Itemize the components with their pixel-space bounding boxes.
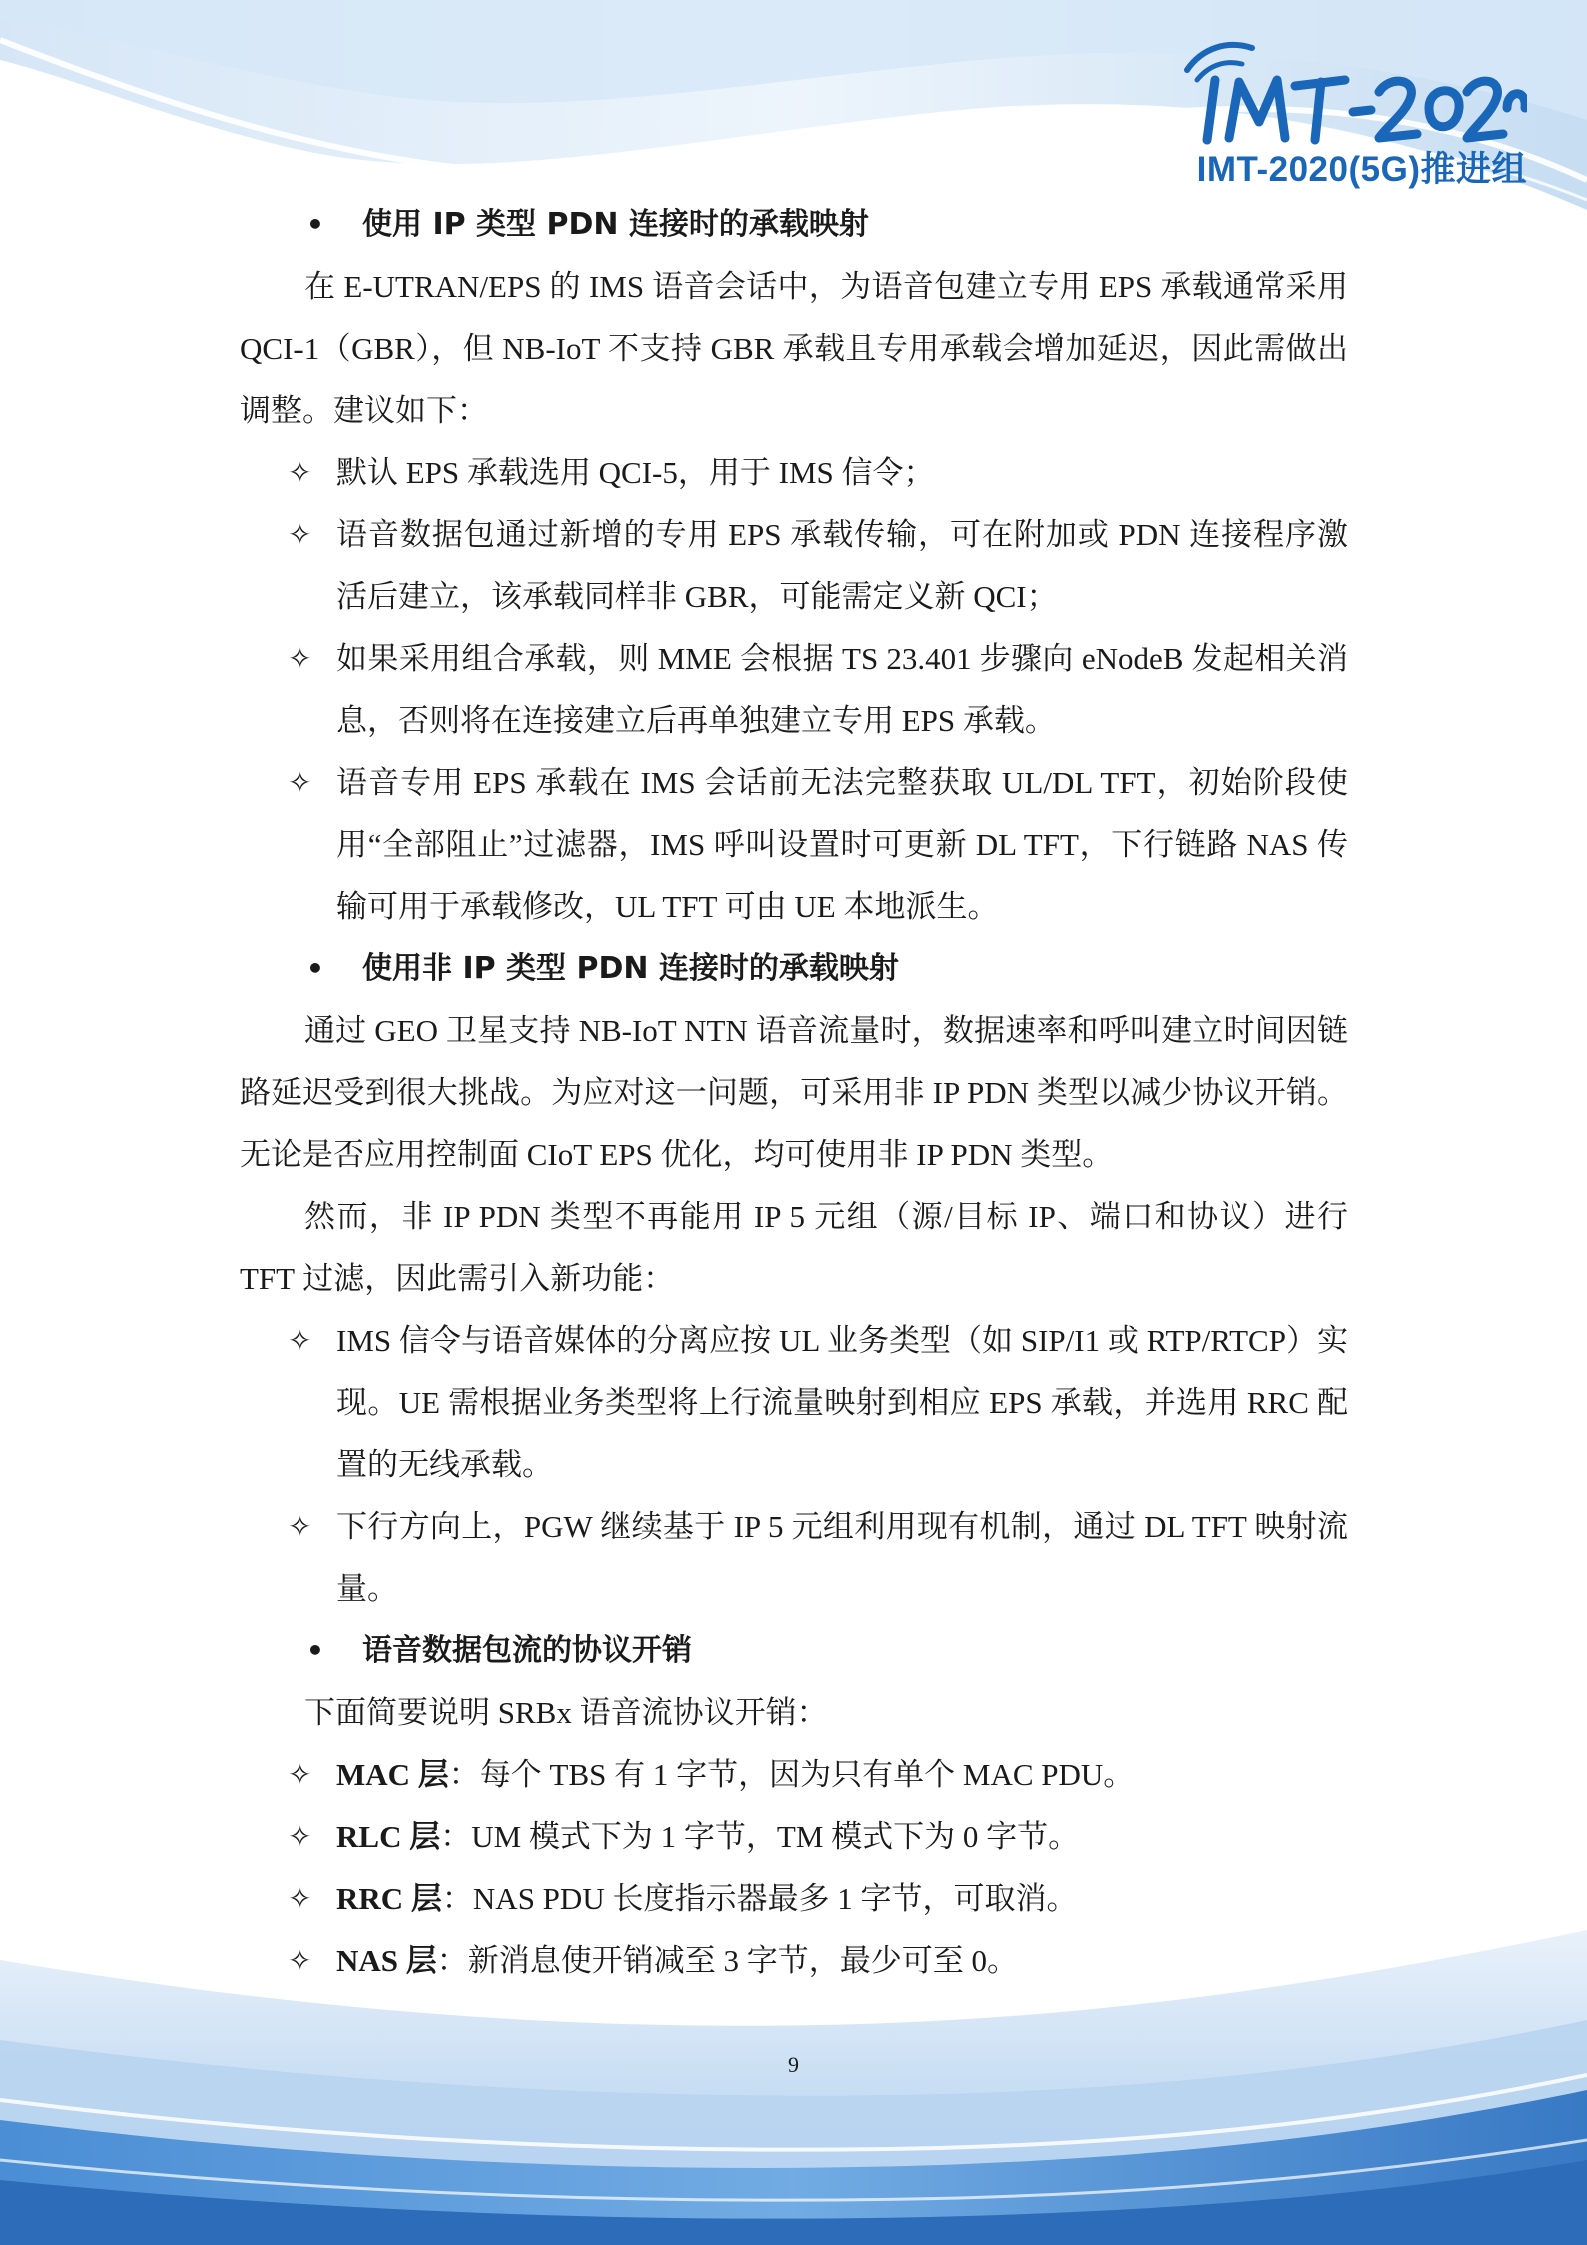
bullet-dot-icon: • (306, 952, 324, 985)
four-point-star-icon: ✧ (288, 1882, 312, 1915)
list-item: ✧ 语音专用 EPS 承载在 IMS 会话前无法完整获取 UL/DL TFT，初始阶段使用“全部阻止”过滤器，IMS 呼叫设置时可更新 DL TFT，下行链路 NAS 传输可用于承载修改，UL TFT 可由 UE 本地派生。 (240, 752, 1348, 938)
list-item: ✧ MAC 层：每个 TBS 有 1 字节，因为只有单个 MAC PDU。 (240, 1744, 1348, 1806)
list-item: ✧ IMS 信令与语音媒体的分离应按 UL 业务类型（如 SIP/I1 或 RTP/RTCP）实现。UE 需根据业务类型将上行流量映射到相应 EPS 承载，并选用 RRC 配置的无线承载。 (240, 1310, 1348, 1496)
four-point-star-icon: ✧ (288, 1820, 312, 1853)
four-point-star-icon: ✧ (288, 518, 312, 551)
list-item: ✧ 下行方向上，PGW 继续基于 IP 5 元组利用现有机制，通过 DL TFT 映射流量。 (240, 1496, 1348, 1620)
imt2020-logo-mark (1167, 30, 1527, 150)
bullet-dot-icon: • (306, 208, 324, 241)
list-item: ✧ RLC 层：UM 模式下为 1 字节，TM 模式下为 0 字节。 (240, 1806, 1348, 1868)
layer-name: MAC 层 (336, 1757, 449, 1792)
paragraph: 在 E-UTRAN/EPS 的 IMS 语音会话中，为语音包建立专用 EPS 承载通常采用 QCI-1（GBR），但 NB-IoT 不支持 GBR 承载且专用承载会增加延迟，因此需做出调整。建议如下： (240, 269, 1348, 428)
four-point-star-icon: ✧ (288, 456, 312, 489)
document-body (240, 194, 1348, 1992)
section-heading: • 使用非 IP 类型 PDN 连接时的承载映射 (240, 938, 1348, 1000)
four-point-star-icon: ✧ (288, 642, 312, 675)
section-heading: • 语音数据包流的协议开销 (240, 1620, 1348, 1682)
section-heading: • 使用 IP 类型 PDN 连接时的承载映射 (240, 194, 1348, 256)
list-item: ✧ 如果采用组合承载，则 MME 会根据 TS 23.401 步骤向 eNodeB 发起相关消息，否则将在连接建立后再单独建立专用 EPS 承载。 (240, 628, 1348, 752)
wifi-waves-icon (1187, 45, 1252, 80)
four-point-star-icon: ✧ (288, 766, 312, 799)
four-point-star-icon: ✧ (288, 1944, 312, 1977)
list-item: ✧ 语音数据包通过新增的专用 EPS 承载传输，可在附加或 PDN 连接程序激活后建立，该承载同样非 GBR，可能需定义新 QCI； (240, 504, 1348, 628)
paragraph: 通过 GEO 卫星支持 NB-IoT NTN 语音流量时，数据速率和呼叫建立时间因链路延迟受到很大挑战。为应对这一问题，可采用非 IP PDN 类型以减少协议开销。无论是否应用控制面 CIoT EPS 优化，均可使用非 IP PDN 类型。 (240, 1013, 1348, 1172)
list-item: ✧ 默认 EPS 承载选用 QCI-5，用于 IMS 信令； (240, 442, 1348, 504)
layer-name: RRC 层 (336, 1881, 442, 1916)
layer-name: RLC 层 (336, 1819, 441, 1854)
layer-name: NAS 层 (336, 1943, 437, 1978)
paragraph: 下面简要说明 SRBx 语音流协议开销： (304, 1695, 828, 1730)
page-number: 9 (788, 2052, 799, 2077)
list-item: ✧ RRC 层：NAS PDU 长度指示器最多 1 字节，可取消。 (240, 1868, 1348, 1930)
logo-subtitle: IMT-2020(5G)推进组 (1196, 150, 1527, 189)
list-item: ✧ NAS 层：新消息使开销减至 3 字节，最少可至 0。 (240, 1930, 1348, 1992)
paragraph: 然而，非 IP PDN 类型不再能用 IP 5 元组（源/目标 IP、端口和协议）进行 TFT 过滤，因此需引入新功能： (240, 1199, 1348, 1296)
four-point-star-icon: ✧ (288, 1324, 312, 1357)
four-point-star-icon: ✧ (288, 1510, 312, 1543)
imt2020-logo (1167, 30, 1527, 190)
bullet-dot-icon: • (306, 1634, 324, 1667)
four-point-star-icon: ✧ (288, 1758, 312, 1791)
